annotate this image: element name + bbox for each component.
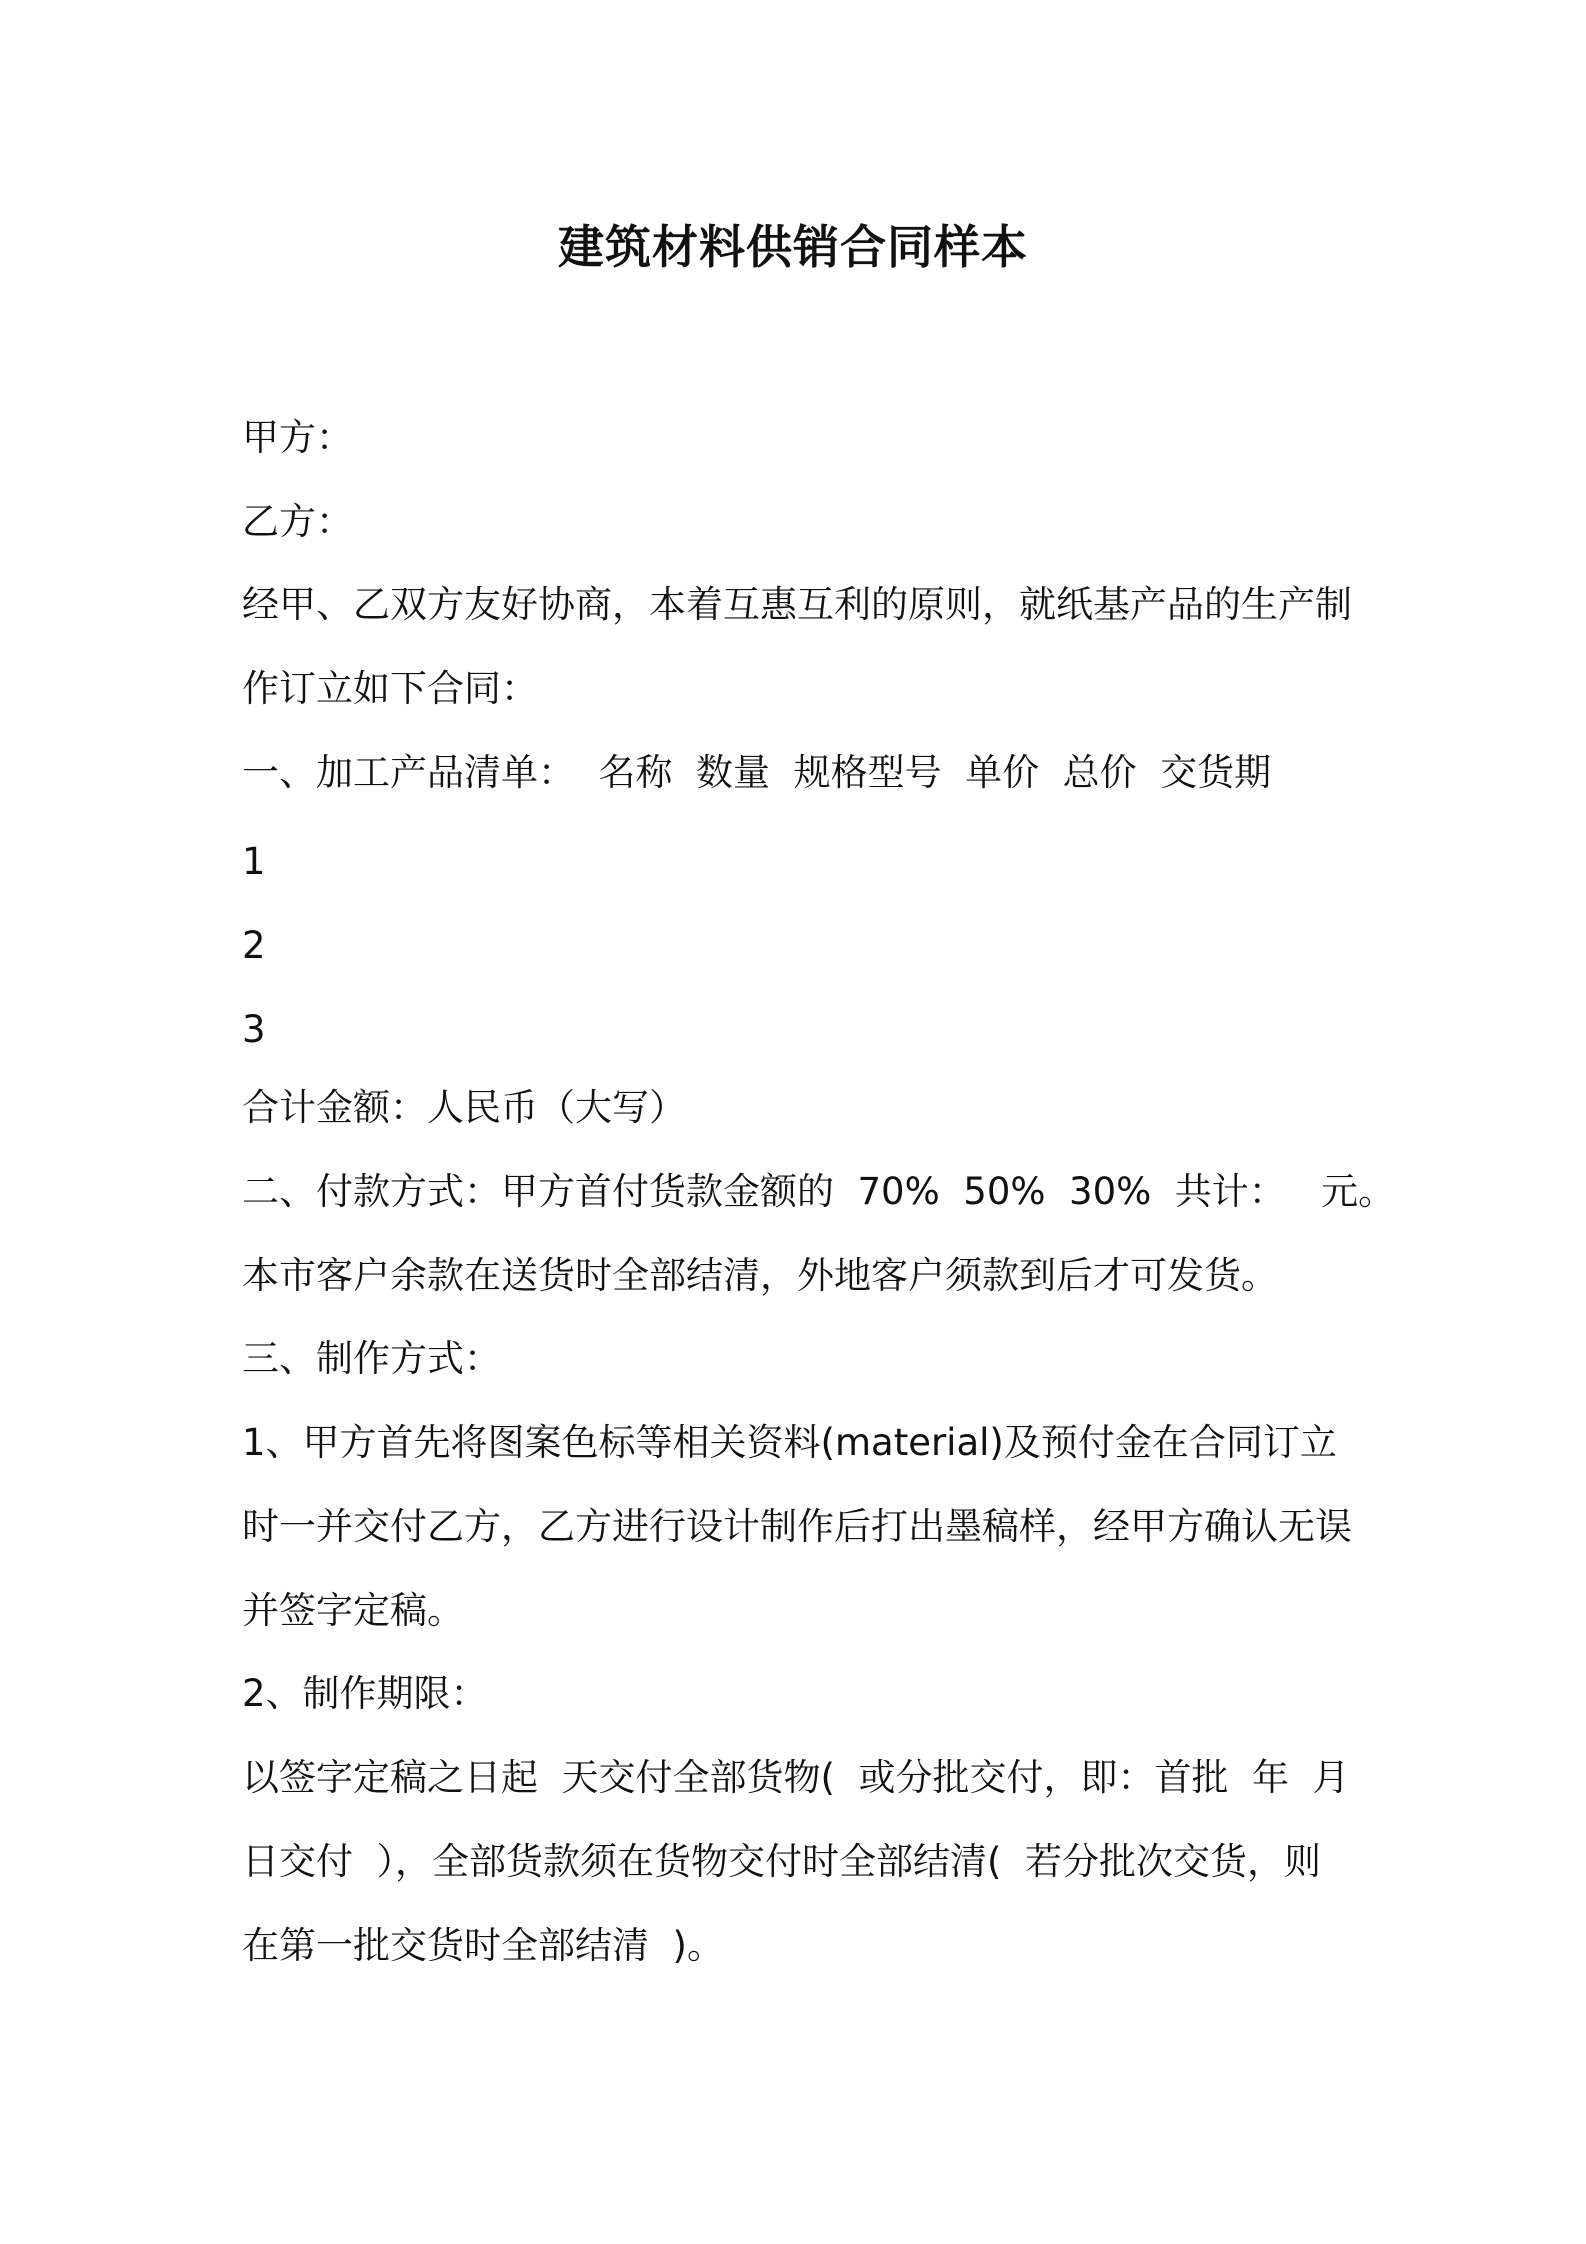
production-deadline-line-1: 以签字定稿之日起 天交付全部货物( 或分批交付，即：首批 年 月 bbox=[242, 1756, 1350, 1799]
intro-paragraph-line-1: 经甲、乙双方友好协商，本着互惠互利的原则，就纸基产品的生产制 bbox=[242, 583, 1352, 626]
intro-paragraph-line-2: 作订立如下合同： bbox=[242, 667, 538, 710]
product-row-1: 1 bbox=[242, 840, 266, 883]
production-deadline-heading: 2、制作期限： bbox=[242, 1672, 488, 1715]
product-row-2: 2 bbox=[242, 924, 266, 967]
party-b-line: 乙方： bbox=[242, 500, 353, 543]
document-title: 建筑材料供销合同样本 bbox=[558, 220, 1028, 274]
production-clause-1-line-2: 时一并交付乙方，乙方进行设计制作后打出墨稿样，经甲方确认无误 bbox=[242, 1505, 1352, 1548]
product-row-3: 3 bbox=[242, 1008, 266, 1051]
production-clause-1-line-3: 并签字定稿。 bbox=[242, 1589, 464, 1632]
production-method-heading: 三、制作方式： bbox=[242, 1337, 501, 1380]
payment-method-line-2: 本市客户余款在送货时全部结清，外地客户须款到后才可发货。 bbox=[242, 1254, 1278, 1297]
production-deadline-line-2: 日交付 ），全部货款须在货物交付时全部结清( 若分批次交货，则 bbox=[242, 1840, 1321, 1883]
total-amount-line: 合计金额：人民币（大写） bbox=[242, 1086, 686, 1129]
product-list-header: 一、加工产品清单： 名称 数量 规格型号 单价 总价 交货期 bbox=[242, 751, 1272, 794]
party-a-line: 甲方： bbox=[242, 416, 353, 459]
production-clause-1-line-1: 1、甲方首先将图案色标等相关资料(material)及预付金在合同订立 bbox=[242, 1421, 1337, 1464]
production-deadline-line-3: 在第一批交货时全部结清 )。 bbox=[242, 1924, 724, 1967]
payment-method-line-1: 二、付款方式：甲方首付货款金额的 70% 50% 30% 共计： 元。 bbox=[242, 1170, 1396, 1213]
